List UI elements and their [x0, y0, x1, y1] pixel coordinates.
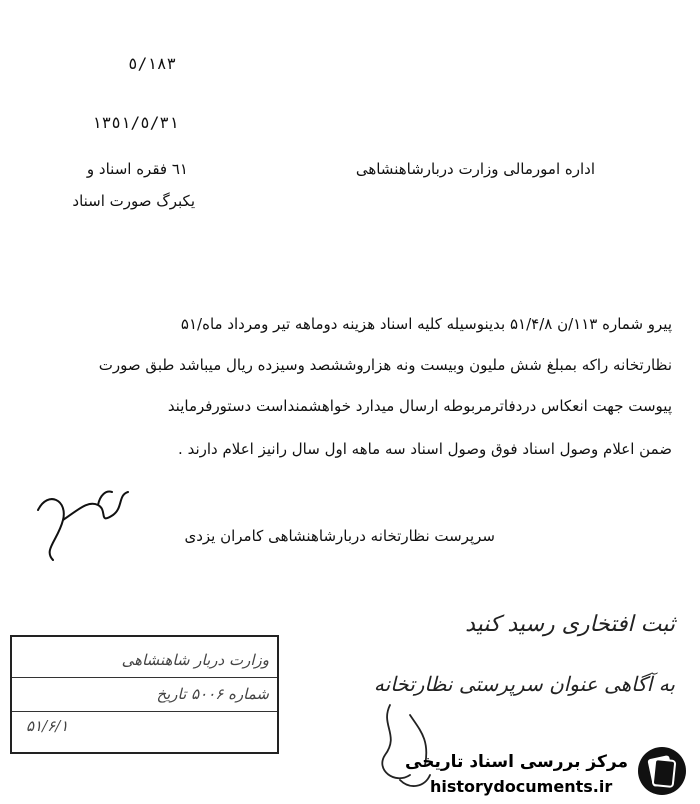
body-line-2: نظارتخانه راکه بمبلغ شش ملیون وبیست ونه هزاروششصد وسیزده ریال میباشد طبق صورت — [98, 356, 672, 374]
handwritten-note-line-1: ثبت افتخاری رسید کنید — [465, 612, 675, 637]
handwritten-signature — [28, 470, 138, 570]
enclosure-count: ٦١ فقره اسناد و — [86, 160, 188, 178]
document-date: ١٣٥١/٥/٣١ — [92, 113, 179, 132]
body-line-3: پیوست جهت انعکاس دردفاترمربوطه ارسال میدارد خواهشمنداست دستورفرمایند — [167, 397, 672, 415]
watermark-logo-icon — [636, 745, 688, 797]
body-line-1: پیرو شماره ۱۱۳/ن ۵۱/۴/۸ بدینوسیله کلیه اسناد هزینه دوماهه تیر ومرداد ماه/۵۱ — [180, 315, 672, 333]
stamp-divider — [12, 677, 277, 678]
addressee: اداره امورمالی وزارت دربارشاهنشاهی — [355, 160, 595, 178]
watermark-url: historydocuments.ir — [430, 777, 613, 796]
enclosure-list: یکبرگ صورت اسناد — [72, 192, 195, 210]
stamp-line-2: شماره ۵۰۰۶ تاریخ — [156, 685, 269, 703]
registry-stamp — [10, 635, 279, 754]
stamp-line-3: ۵۱/۶/۱ — [26, 717, 69, 735]
reference-number: ٥/١٨٣ — [128, 54, 177, 73]
stamp-divider — [12, 711, 277, 712]
stamp-line-1: وزارت دربار شاهنشاهی — [121, 651, 269, 669]
body-line-4: ضمن اعلام وصول اسناد فوق وصول اسناد سه ماهه اول سال رانیز اعلام دارند . — [178, 440, 672, 458]
handwritten-note-line-2: به آگاهی عنوان سرپرستی نظارتخانه — [373, 672, 675, 696]
watermark-org-name: مرکز بررسی اسناد تاریخی — [405, 752, 628, 772]
signatory-name: سرپرست نظارتخانه دربارشاهنشاهی کامران یزدی — [184, 527, 495, 545]
